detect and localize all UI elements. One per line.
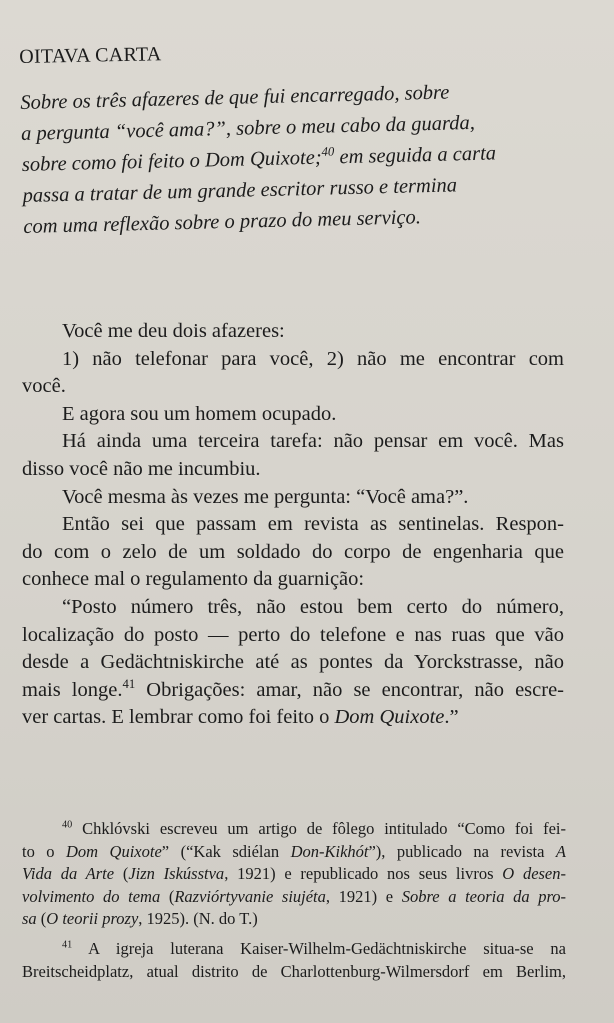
- footnote-italic: volvimento do tema: [22, 886, 161, 906]
- body-text: ver cartas. E lembrar como foi feito o: [22, 706, 335, 729]
- footnote-text: (: [36, 909, 47, 929]
- footnote-italic: Razviórtyvanie siujéta: [174, 886, 326, 906]
- footnote-40-line: [22, 863, 566, 886]
- body-line: desde a Gedächtniskirche até as pontes da Yorckstrasse, não: [22, 651, 564, 674]
- body-line: Você me deu dois afazeres:: [62, 320, 285, 342]
- footnote-41-line: [22, 938, 566, 961]
- footnote-text: (: [114, 864, 129, 884]
- footnote-gap: [22, 931, 566, 938]
- summary-line: Sobre os três afazeres de que fui encarregado, sobre: [20, 81, 450, 114]
- body-line: Há ainda uma terceira tarefa: não pensar em você. Mas: [62, 430, 564, 453]
- letter-body: [22, 318, 564, 732]
- body-line: 1) não telefonar para você, 2) não me encontrar com: [62, 347, 564, 370]
- summary-text: sobre como foi feito o Dom Quixote;: [21, 146, 322, 176]
- footnote-40-line: [22, 841, 566, 864]
- body-line: [22, 677, 564, 705]
- body-line: conhece mal o regulamento da guarnição:: [22, 568, 365, 591]
- summary-line: com uma reflexão sobre o prazo do meu serviço.: [23, 206, 422, 238]
- footnote-italic: Sobre a teoria da pro-: [401, 886, 567, 906]
- footnote-italic: Don-Kikhót: [290, 841, 369, 861]
- footnote-text: , 1921) e republicado nos seus livros: [224, 864, 503, 884]
- body-line: disso você não me incumbiu.: [22, 457, 261, 480]
- book-title-italic: Dom Quixote: [334, 706, 445, 729]
- footnote-text: ” (“Kak sdiélan: [161, 841, 291, 861]
- footnote-text: , 1921) e: [325, 886, 402, 906]
- summary-line: a pergunta “você ama?”, sobre o meu cabo da guarda,: [20, 111, 476, 145]
- body-line: Você mesma às vezes me pergunta: “Você ama?”.: [62, 485, 469, 508]
- summary-text: em seguida a carta: [334, 142, 497, 169]
- body-text: Obrigações: amar, não se encontrar, não escre-: [135, 678, 564, 701]
- body-text: .”: [444, 706, 459, 729]
- footnote-italic: Dom Quixote: [66, 841, 162, 861]
- body-text: mais longe.: [22, 678, 123, 701]
- footnote-italic: O teorii prozy: [46, 909, 139, 929]
- footnote-italic: Vida da Arte: [22, 864, 115, 884]
- footnote-text: (: [160, 886, 175, 906]
- body-line: do com o zelo de um soldado do corpo de engenharia que: [22, 540, 564, 563]
- body-line: você.: [22, 375, 66, 398]
- body-line: Então sei que passam em revista as sentinelas. Respon-: [62, 513, 564, 536]
- footnotes: [22, 818, 566, 983]
- footnote-40-line: [22, 908, 566, 931]
- footnote-mark-41: 41: [62, 939, 73, 951]
- body-line: [22, 704, 564, 732]
- chapter-title: OITAVA CARTA: [19, 43, 162, 68]
- footnote-italic: sa: [22, 909, 37, 929]
- footnote-ref-40: 40: [321, 144, 335, 159]
- footnote-41-line: Breitscheidplatz, atual distrito de Charlottenburg-Wilmersdorf em Berlim,: [22, 961, 566, 981]
- footnote-40-line: [22, 886, 566, 909]
- footnote-italic: O desen-: [502, 864, 567, 884]
- footnote-text: , 1925). (N. do T.): [138, 909, 258, 929]
- footnote-italic: A: [555, 841, 566, 861]
- body-line: “Posto número três, não estou bem certo do número,: [62, 595, 564, 618]
- body-line: localização do posto — perto do telefone e nas ruas que vão: [22, 623, 564, 646]
- footnote-italic: Jizn Iskússtva: [128, 864, 225, 884]
- footnote-text: A igreja luterana Kaiser-Wilhelm-Gedächtniskirche situa-se na: [72, 938, 566, 958]
- footnote-ref-41: 41: [122, 676, 136, 691]
- footnote-text: ”), publicado na revista: [368, 841, 556, 861]
- footnote-text: Chklóvski escreveu um artigo de fôlego intitulado “Como foi fei-: [72, 819, 566, 838]
- body-line: E agora sou um homem ocupado.: [62, 402, 337, 425]
- footnote-40-line: [22, 818, 566, 841]
- chapter-summary: [20, 75, 564, 243]
- summary-line: passa a tratar de um grande escritor russo e termina: [22, 174, 458, 207]
- footnote-text: to o: [22, 841, 67, 861]
- footnote-mark-40: 40: [62, 819, 73, 831]
